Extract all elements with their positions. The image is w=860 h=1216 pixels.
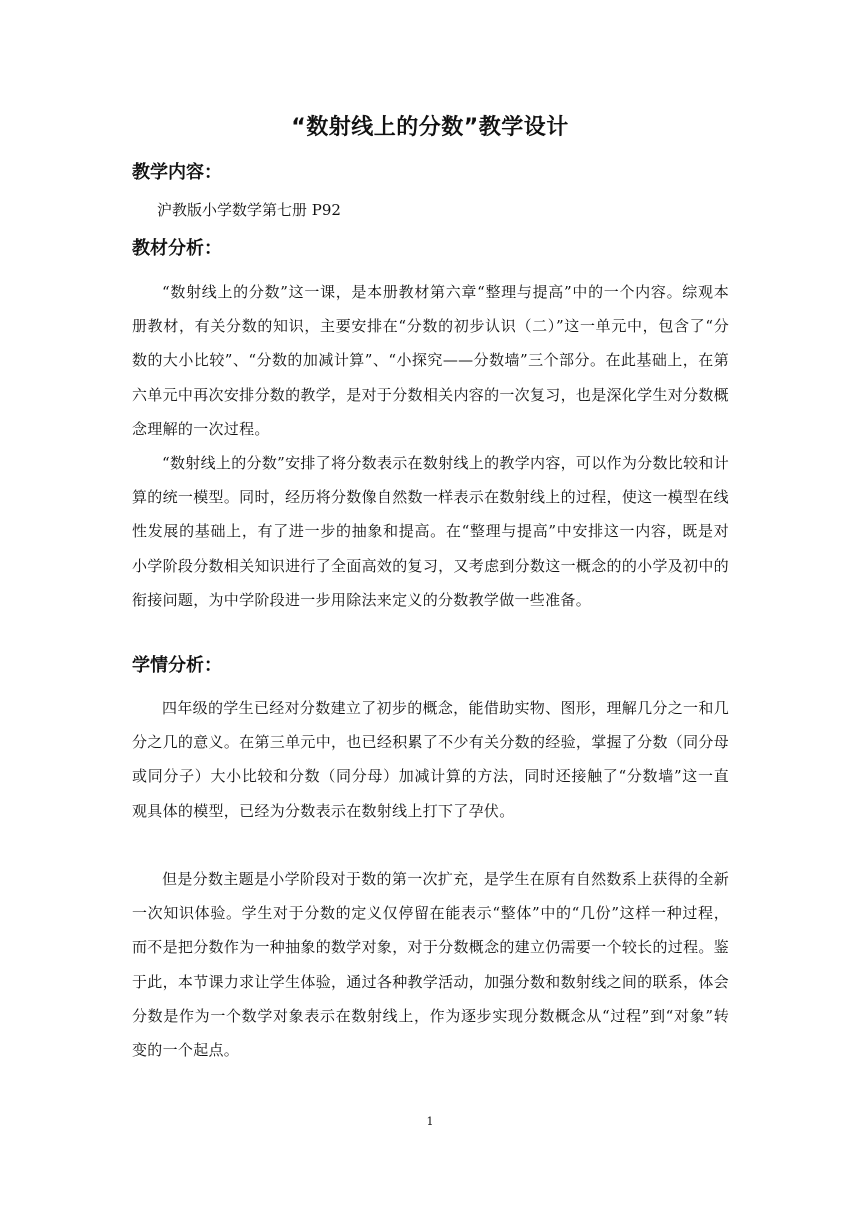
heading-teaching-content: 教学内容： xyxy=(132,162,222,183)
textbook-reference: 沪教版小学数学第七册 P92 xyxy=(157,201,341,219)
heading-student-analysis: 学情分析： xyxy=(132,655,222,676)
paragraph-textbook-analysis-2: “数射线上的分数”安排了将分数表示在数射线上的教学内容，可以作为分数比较和计算的统一模型。同时，经历将分数像自然数一样表示在数射线上的过程，使这一模型在线性发展的基础上，有了进一步的抽象和提高。在“整理与提高”中安排这一内容，既是对小学阶段分数相关知识进行了全面高效的复习，又考虑到分数这一概念的的小学及初中的衔接问题，为中学阶段进一步用除法来定义的分数教学做一些准备。 xyxy=(132,454,729,609)
page-number: 1 xyxy=(426,1115,434,1128)
document-title: “数射线上的分数”教学设计 xyxy=(291,115,569,140)
paragraph-student-analysis-1: 四年级的学生已经对分数建立了初步的概念，能借助实物、图形，理解几分之一和几分之几的意义。在第三单元中，也已经积累了不少有关分数的经验，掌握了分数（同分母或同分子）大小比较和分数（同分母）加减计算的方法，同时还接触了“分数墙”这一直观具体的模型，已经为分数表示在数射线上打下了孕伏。 xyxy=(132,699,729,820)
heading-textbook-analysis: 教材分析： xyxy=(132,238,222,259)
paragraph-student-analysis-2: 但是分数主题是小学阶段对于数的第一次扩充，是学生在原有自然数系上获得的全新一次知识体验。学生对于分数的定义仅停留在能表示“整体”中的“几份”这样一种过程，而不是把分数作为一种抽象的数学对象，对于分数概念的建立仍需要一个较长的过程。鉴于此，本节课力求让学生体验，通过各种教学活动，加强分数和数射线之间的联系，体会分数是作为一个数学对象表示在数射线上，作为逐步实现分数概念从“过程”到“对象”转变的一个起点。 xyxy=(132,870,729,1060)
paragraph-textbook-analysis-1: “数射线上的分数”这一课，是本册教材第六章“整理与提高”中的一个内容。综观本册教材，有关分数的知识，主要安排在“分数的初步认识（二）”这一单元中，包含了“分数的大小比较”、“分数的加减计算”、“小探究——分数墙”三个部分。在此基础上，在第六单元中再次安排分数的教学，是对于分数相关内容的一次复习，也是深化学生对分数概念理解的一次过程。 xyxy=(132,283,729,438)
